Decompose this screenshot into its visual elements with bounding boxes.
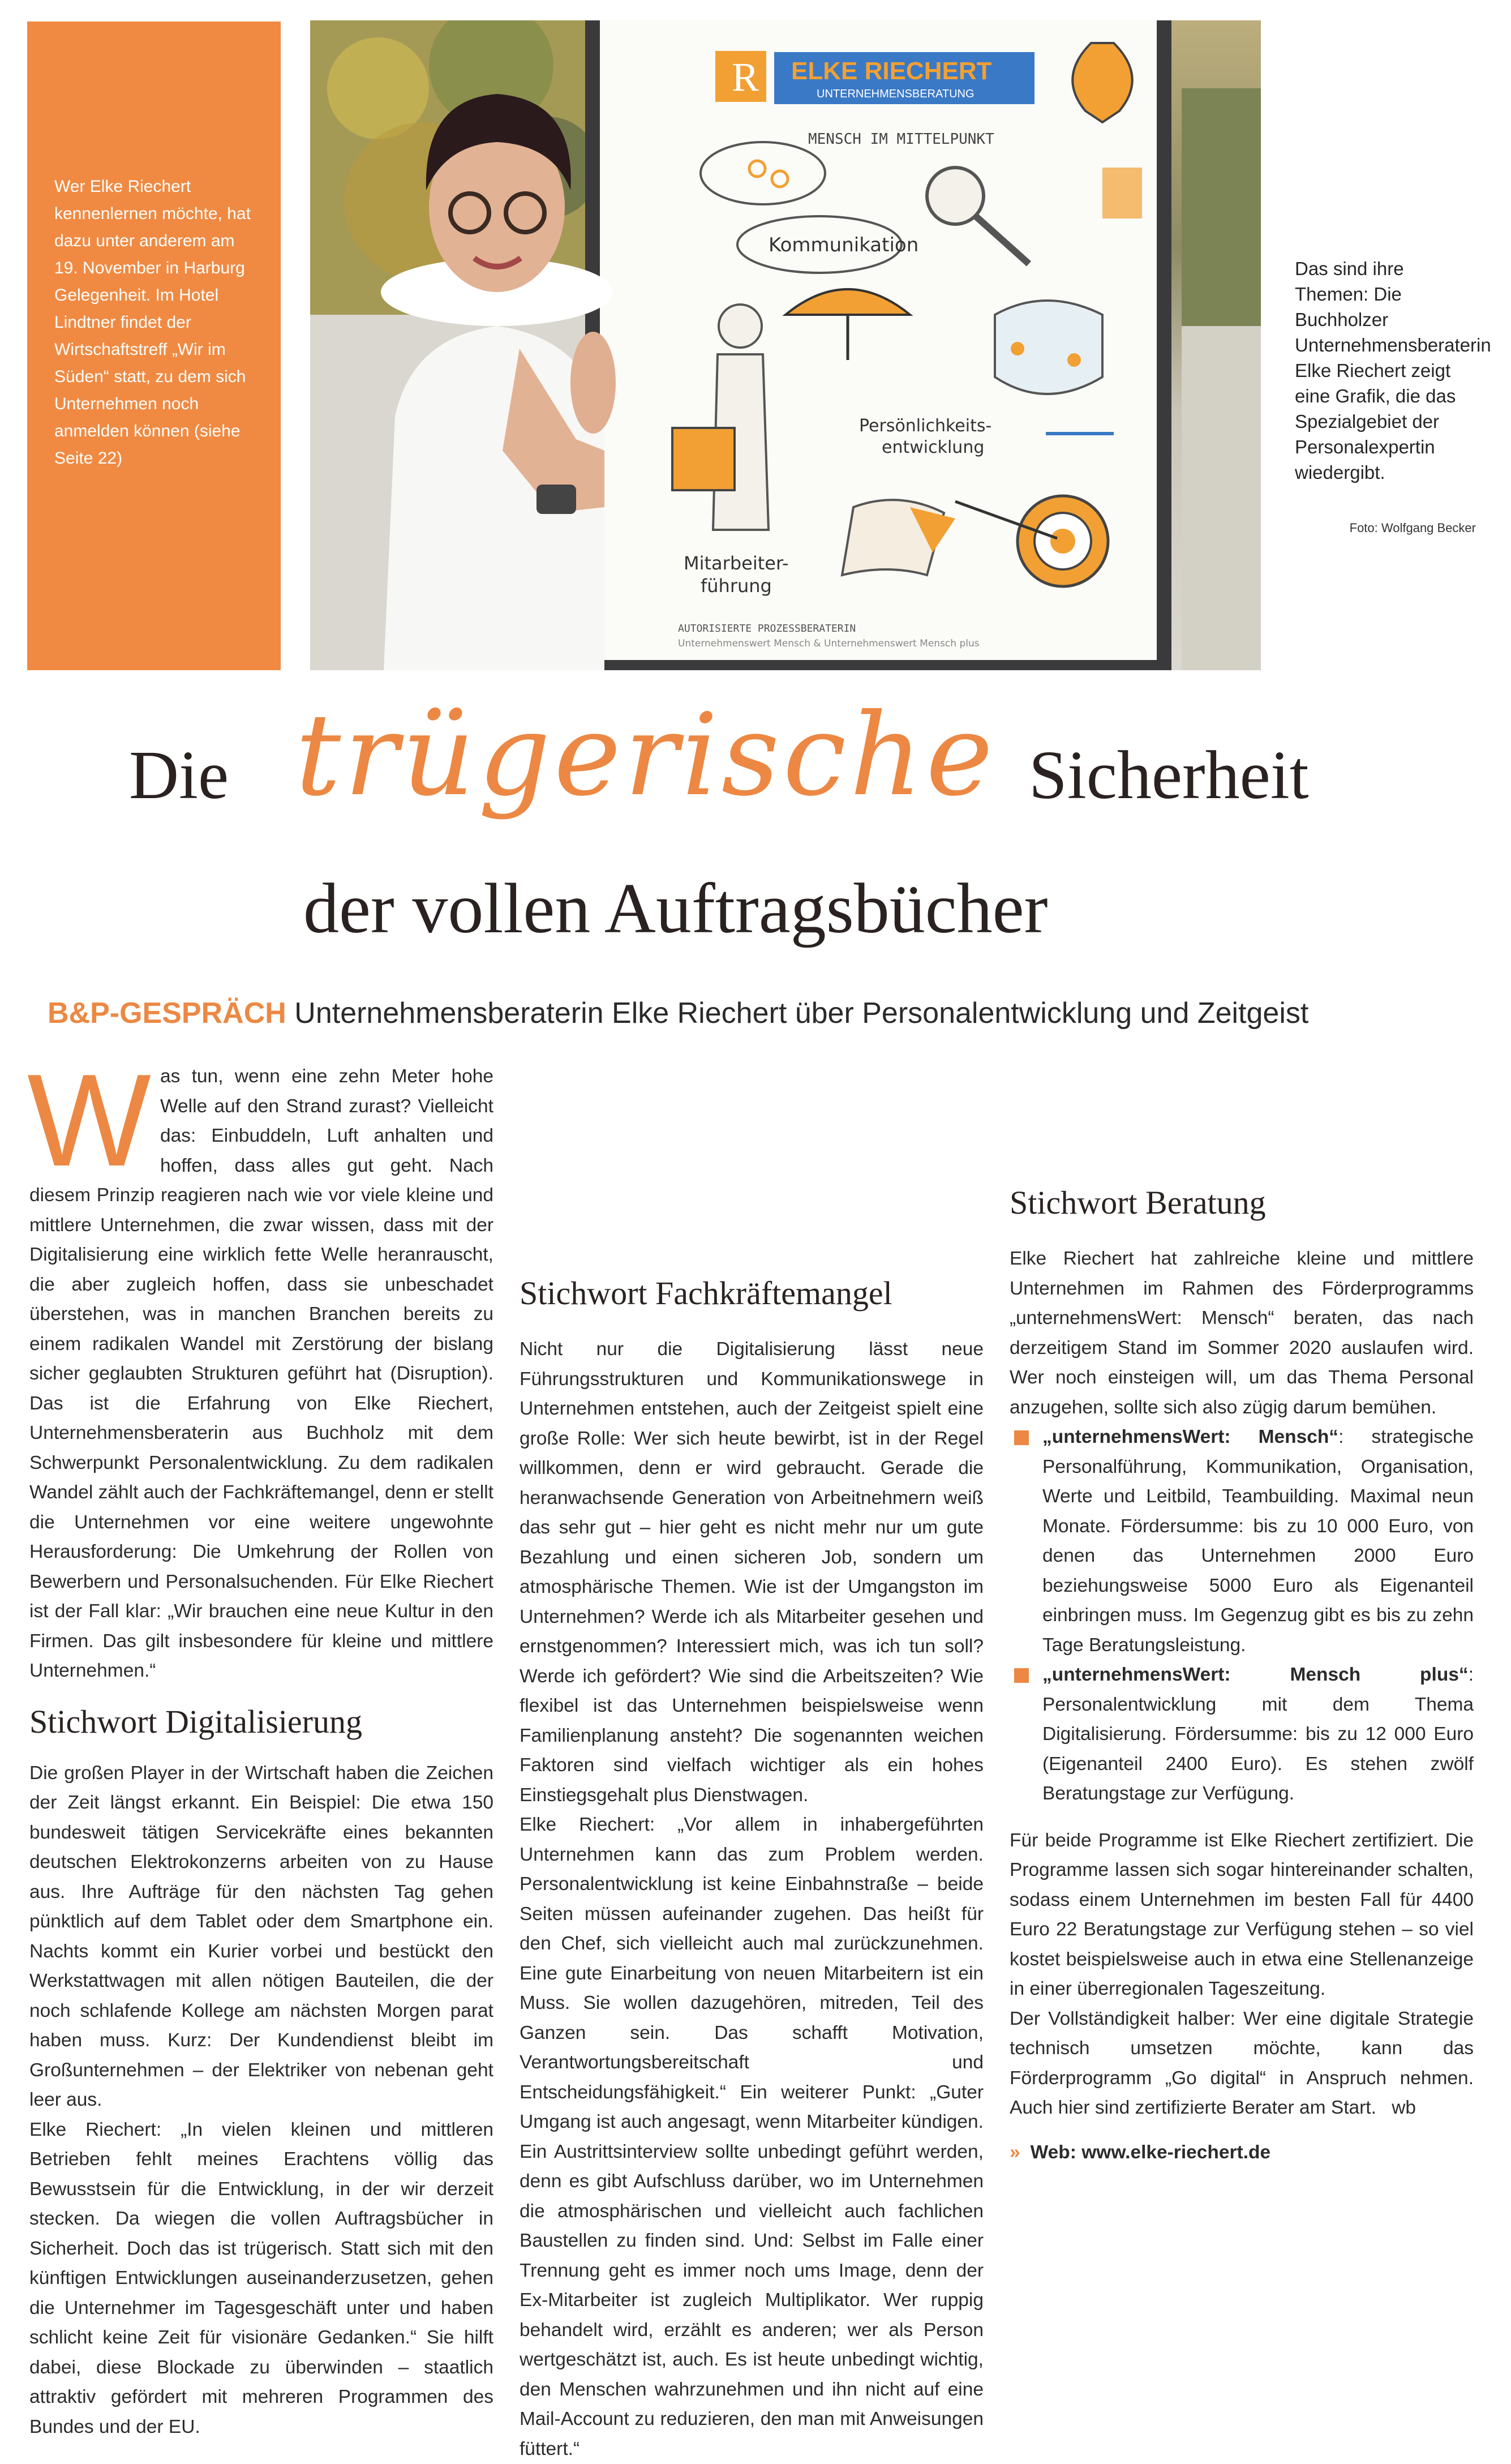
intro-text: as tun, wenn eine zehn Meter hohe Welle auf den Strand zurast? Vielleicht das: Einbuddeln, Luft anhalten und hoffen, dass alles gut geht. Nach diesem Prinzip reagieren nach wie vor viele kleine und mittlere Unternehmen, die zwar wissen, dass mit der Digitalisierung eine wirklich fette Welle heranrauscht, die aber zugleich hoffen, dass sie unbeschadet überstehen, was in manchen Branchen bereits zu einem radikalen Wandel mit Zerstörung der bislang sicher geglaubten Strukturen geführt hat (Disruption). Das ist die Erfahrung von Elke Riechert, Unternehmensberaterin aus Buchholz mit dem Schwerpunkt Personalentwicklung. Zu dem radikalen Wandel zählt auch der Fachkräftemangel, denn er stellt die Unternehmen vor eine weitere ungewohnte Herausforderung: Die Umkehrung der Rollen von Bewerbern und Personalsuchenden. Für Elke Riechert ist der Fall klar: „Wir brauchen eine neue Kultur in den Firmen. Das gilt insbesondere für kleine und mittlere Unternehmen.“: [29, 1066, 493, 1681]
board-mitarbeiter: Mitarbeiter-: [684, 552, 789, 574]
subline: [48, 996, 1474, 1030]
paragraph-fach-1: Nicht nur die Digitalisierung lässt neue Führungsstrukturen und Kommunikationswege in Unternehmen entstehen, auch der Zeitgeist spielt eine große Rolle: Wer sich heute bewirbt, ist in der Regel willkommen, denn er wird gebraucht. Gerade die heranwachsende Generation von Arbeitnehmern weiß das sehr gut – hier geht es nicht mehr nur um gute Bezahlung und einen sicheren Job, sondern um atmosphärische Themen. Wie ist der Umgangston im Unternehmen? Werde ich als Mitarbeiter gesehen und ernstgenommen? Interessiert mich, was ich tun soll? Werde ich gefördert? Wie sind die Arbeitszeiten? Wie flexibel ist das Unternehmen beispielsweise wenn Familienplanung ansteht? Die sogenannten weichen Faktoren sind vielfach wichtiger als ein hohes Einstiegsgehalt plus Dienstwagen.: [520, 1339, 984, 1806]
photo-illustration: [310, 20, 1261, 670]
logo-letter: R: [732, 54, 759, 100]
paragraph-fach-2: Elke Riechert: „Vor allem in inhabergeführten Unternehmen kann das zum Problem werden. Personalentwicklung ist keine Einbahnstraße – beide Seiten müssen aufeinander zugehen. Das heißt für den Chef, sich vielleicht auch mal zurückzunehmen. Eine gute Einarbeitung von neuen Mitarbeitern ist ein Muss. Sie wollen dazugehören, mitreden, Teil des Ganzen sein. Das schafft Motivation, Verantwortungsbereitschaft und Entscheidungsfähigkeit.“ Ein weiterer Punkt: „Guter Umgang ist auch angesagt, wenn Mitarbeiter kündigen. Ein Austrittsinterview sollte unbedingt geführt werden, denn es gibt Aufschluss darüber, wo im Unternehmen die atmosphärischen und vielleicht auch fachlichen Baustellen zu finden sind. Und: Selbst im Falle einer Trennung geht es immer noch ums Image, denn der Ex-Mitarbeiter ist zugleich Multiplikator. Wer ruppig behandelt wird, erzählt es anderen; wer als Person wertgeschätzt ist, auch. Es ist heute unbedingt wichtig, den Menschen wahrzunehmen und ihn nicht auf eine Mail-Account zu reduzieren, den man mit Anweisungen füttert.“: [520, 1814, 984, 2459]
sidebar-note: Wer Elke Riechert kennenlernen möchte, hat dazu unter anderem am 19. November in Harburg Gelegenheit. Im Hotel Lindtner findet der Wirtschaftstreff „Wir im Süden“ statt, zu dem sich Unternehmen noch anmelden können (siehe Seite 22): [54, 177, 251, 468]
program-text: : Personalentwicklung mit dem Thema Digitalisierung. Fördersumme: bis zu 12 000 Euro (Eigenanteil 2400 Euro). Es stehen zwölf Beratungstage zur Verfügung.: [1042, 1664, 1474, 1804]
program-text: : strategische Personalführung, Kommunikation, Organisation, Werte und Leitbild, Teambuilding. Maximal neun Monate. Fördersumme: bis zu 10 000 Euro, von denen das Unternehmen 2000 Euro beziehungsweise 5000 Euro als Eigenanteil einbringen muss. Im Gegenzug gibt es bis zu zehn Tage Beratungsleistung.: [1042, 1426, 1474, 1656]
program-list: [1010, 1422, 1474, 1809]
web-line: [1010, 2138, 1474, 2168]
logo-name: ELKE RIECHERT: [791, 57, 992, 85]
drop-cap: W: [27, 1047, 151, 1194]
paragraph-zertifiziert: Für beide Programme ist Elke Riechert zertifiziert. Die Programme lassen sich sogar hintereinander schalten, sodass einem Unternehmen im besten Fall für 4400 Euro 22 Beratungstage zur Verfügung stehen – so viel kostet beispielsweise auch in etwa eine Stellenanzeige in einer überregionalen Tageszeitung.: [1010, 1829, 1474, 1999]
article-column-2: [520, 1062, 984, 2464]
bullet-square-icon: [1014, 1430, 1029, 1445]
program-title: „unternehmensWert: Mensch plus“: [1042, 1664, 1469, 1685]
intro-paragraph: [27, 1047, 493, 1686]
web-link[interactable]: Web: www.elke-riechert.de: [1030, 2141, 1271, 2163]
author-signature: wb: [1392, 2097, 1416, 2118]
sidebar-note-box: [27, 22, 281, 670]
headline-accent: trügerische: [295, 689, 997, 821]
board-footer: AUTORISIERTE PROZESSBERATERIN: [678, 623, 856, 635]
go-digital-text: Der Vollständigkeit halber: Wer eine digitale Strategie technisch umsetzen möchte, kann das Förderprogramm „Go digital“ in Anspruch nehmen. Auch hier sind zertifizierte Berater am Start.: [1010, 2008, 1474, 2118]
logo-sub: UNTERNEHMENSBERATUNG: [817, 88, 975, 100]
program-item: [1010, 1422, 1474, 1660]
article-photo: [310, 20, 1261, 670]
article-column-1: [27, 1047, 493, 2442]
paragraph-digital-2: Elke Riechert: „In vielen kleinen und mittleren Betrieben fehlt meines Erachtens völlig das Bewusstsein für die Entwicklung, in der wir derzeit stecken. Da wiegen die vollen Auftragsbücher in Sicherheit. Doch das ist trügerisch. Statt sich mit den künftigen Entwicklungen auseinanderzusetzen, gehen die Unternehmer im Tagesgeschäft unter und haben schlicht keine Zeit für visionäre Gedanken.“ Sie hilft dabei, diese Blockade zu überwinden – staatlich attraktiv gefördert mit mehreren Programmen des Bundes und der EU.: [29, 2119, 493, 2437]
paragraph-digital-1: Die großen Player in der Wirtschaft haben die Zeichen der Zeit längst erkannt. Ein Beispiel: Die etwa 150 bundesweit tätigen Servicekräfte eines bekannten deutschen Elektrokonzerns arbeiten von zu Hause aus. Ihre Aufträge für den nächsten Tag gehen pünktlich auf dem Tablet oder dem Smartphone ein. Nachts kommt ein Kurier vorbei und bestückt den Werkstattwagen mit allen nötigen Bauteilen, die der noch schlafende Kollege am nächsten Morgen parat haben muss. Kurz: Der Kundendienst bleibt im Großunternehmen – der Elektriker von nebenan geht leer aus.: [29, 1762, 493, 2110]
headline-sicherheit: Sicherheit: [1029, 737, 1309, 813]
subline-kicker: B&P-GESPRÄCH: [48, 997, 286, 1030]
program-title: „unternehmensWert: Mensch“: [1042, 1426, 1339, 1447]
column-2-continuation-space: [520, 1062, 984, 1271]
article-column-3: [1010, 1062, 1474, 2167]
board-heading: MENSCH IM MITTELPUNKT: [808, 131, 994, 148]
heading-fachkraeftemangel: Stichwort Fachkräftemangel: [520, 1275, 892, 1312]
paragraph-beratung: Elke Riechert hat zahlreiche kleine und mittlere Unternehmen im Rahmen des Förderprogramms „unternehmensWert: Mensch“ beraten, das nach derzeitigem Stand im Sommer 2020 auslaufen wird. Wer noch einsteigen will, um das Thema Personal anzugehen, sollte sich also zügig darum bemühen.: [1010, 1248, 1474, 1418]
photo-credit: Foto: Wolfgang Becker: [1349, 521, 1476, 535]
program-item: [1010, 1660, 1474, 1809]
board-footer-2: Unternehmenswert Mensch & Unternehmenswert Mensch plus: [678, 638, 980, 649]
bullet-square-icon: [1014, 1668, 1029, 1683]
heading-digitalisierung: Stichwort Digitalisierung: [29, 1703, 362, 1740]
heading-beratung: Stichwort Beratung: [1010, 1184, 1266, 1221]
headline-line2: der vollen Auftragsbücher: [303, 869, 1048, 948]
paragraph-go-digital: [1010, 2004, 1474, 2123]
board-persoenlichkeit-2: entwicklung: [882, 438, 985, 457]
headline-die: Die: [129, 737, 229, 813]
subline-text: Unternehmensberaterin Elke Riechert über Personalentwicklung und Zeitgeist: [286, 997, 1309, 1030]
board-kommunikation: Kommunikation: [769, 234, 919, 256]
board-mitarbeiter-2: führung: [701, 575, 772, 597]
board-persoenlichkeit: Persönlichkeits-: [859, 416, 992, 436]
photo-caption: Das sind ihre Themen: Die Buchholzer Unternehmensberaterin Elke Riechert zeigt eine Grafik, die das Spezialgebiet der Personalexpertin wiedergibt.: [1295, 258, 1491, 483]
chevron-right-icon: »: [1010, 2141, 1020, 2163]
column-3-continuation-space: [1010, 1062, 1474, 1181]
